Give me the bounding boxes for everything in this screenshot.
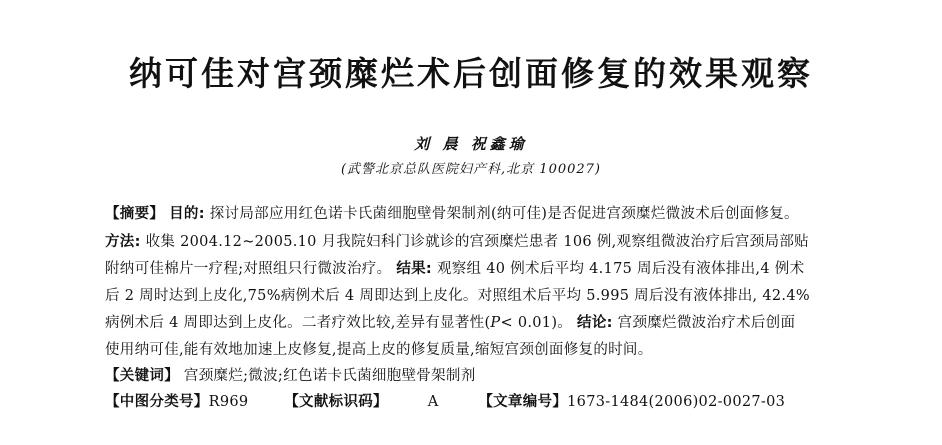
clc-label: 【中图分类号】	[105, 394, 209, 410]
abstract-line-1	[105, 204, 799, 224]
conclusion-text: 宫颈糜烂微波治疗术后创面	[617, 315, 796, 331]
result-text-end: 病例术后 4 周即达到上皮化。二者疗效比较,差异有显著性(	[105, 315, 491, 331]
abstract-line-3	[105, 259, 804, 279]
classification-line	[105, 392, 785, 412]
abstract-line-6	[105, 340, 653, 360]
result-text: 观察组 40 例术后平均 4.175 周后没有液体排出,4 例术	[436, 261, 805, 277]
purpose-text: 探讨局部应用红色诺卡氏菌细胞壁骨架制剂(纳可佳)是否促进宫颈糜烂微波术后创面修复。	[209, 206, 799, 222]
abstract-line-4	[105, 286, 810, 306]
p-value-symbol: P	[490, 315, 501, 331]
doc-code-value: A	[427, 394, 439, 410]
abstract-line-5	[105, 313, 795, 333]
conclusion-label: 结论:	[577, 315, 613, 331]
abstract-line-2	[105, 232, 809, 252]
authors: 刘 晨 祝鑫瑜	[414, 135, 528, 153]
article-no-value: 1673-1484(2006)02-0027-03	[567, 394, 786, 410]
keywords-label: 【关键词】	[105, 368, 179, 384]
purpose-label: 目的:	[169, 206, 205, 222]
paper-title: 纳可佳对宫颈糜烂术后创面修复的效果观察	[129, 54, 813, 93]
clc-value: R969	[208, 394, 249, 410]
doc-code-label: 【文献标识码】	[284, 394, 388, 410]
method-text-continued: 附纳可佳棉片一疗程;对照组只行微波治疗。	[105, 261, 392, 277]
method-text: 收集 2004.12~2005.10 月我院妇科门诊就诊的宫颈糜烂患者 106 例,观察组微波治疗后宫颈局部贴	[145, 234, 809, 250]
article-no-label: 【文章编号】	[478, 394, 568, 410]
keywords-text: 宫颈糜烂;微波;红色诺卡氏菌细胞壁骨架制剂	[183, 368, 476, 384]
result-label: 结果:	[396, 261, 433, 277]
keywords-line	[105, 366, 476, 386]
method-label: 方法:	[105, 234, 141, 250]
p-value-text: < 0.01)。	[500, 315, 573, 331]
abstract-label: 【摘要】	[105, 206, 165, 222]
result-text-continued: 后 2 周时达到上皮化,75%病例术后 4 周即达到上皮化。对照组术后平均 5.995 周后没有液体排出, 42.4%	[105, 288, 810, 304]
conclusion-text-continued: 使用纳可佳,能有效地加速上皮修复,提高上皮的修复质量,缩短宫颈创面修复的时间。	[105, 342, 653, 358]
affiliation: (武警北京总队医院妇产科,北京 100027)	[340, 162, 602, 177]
